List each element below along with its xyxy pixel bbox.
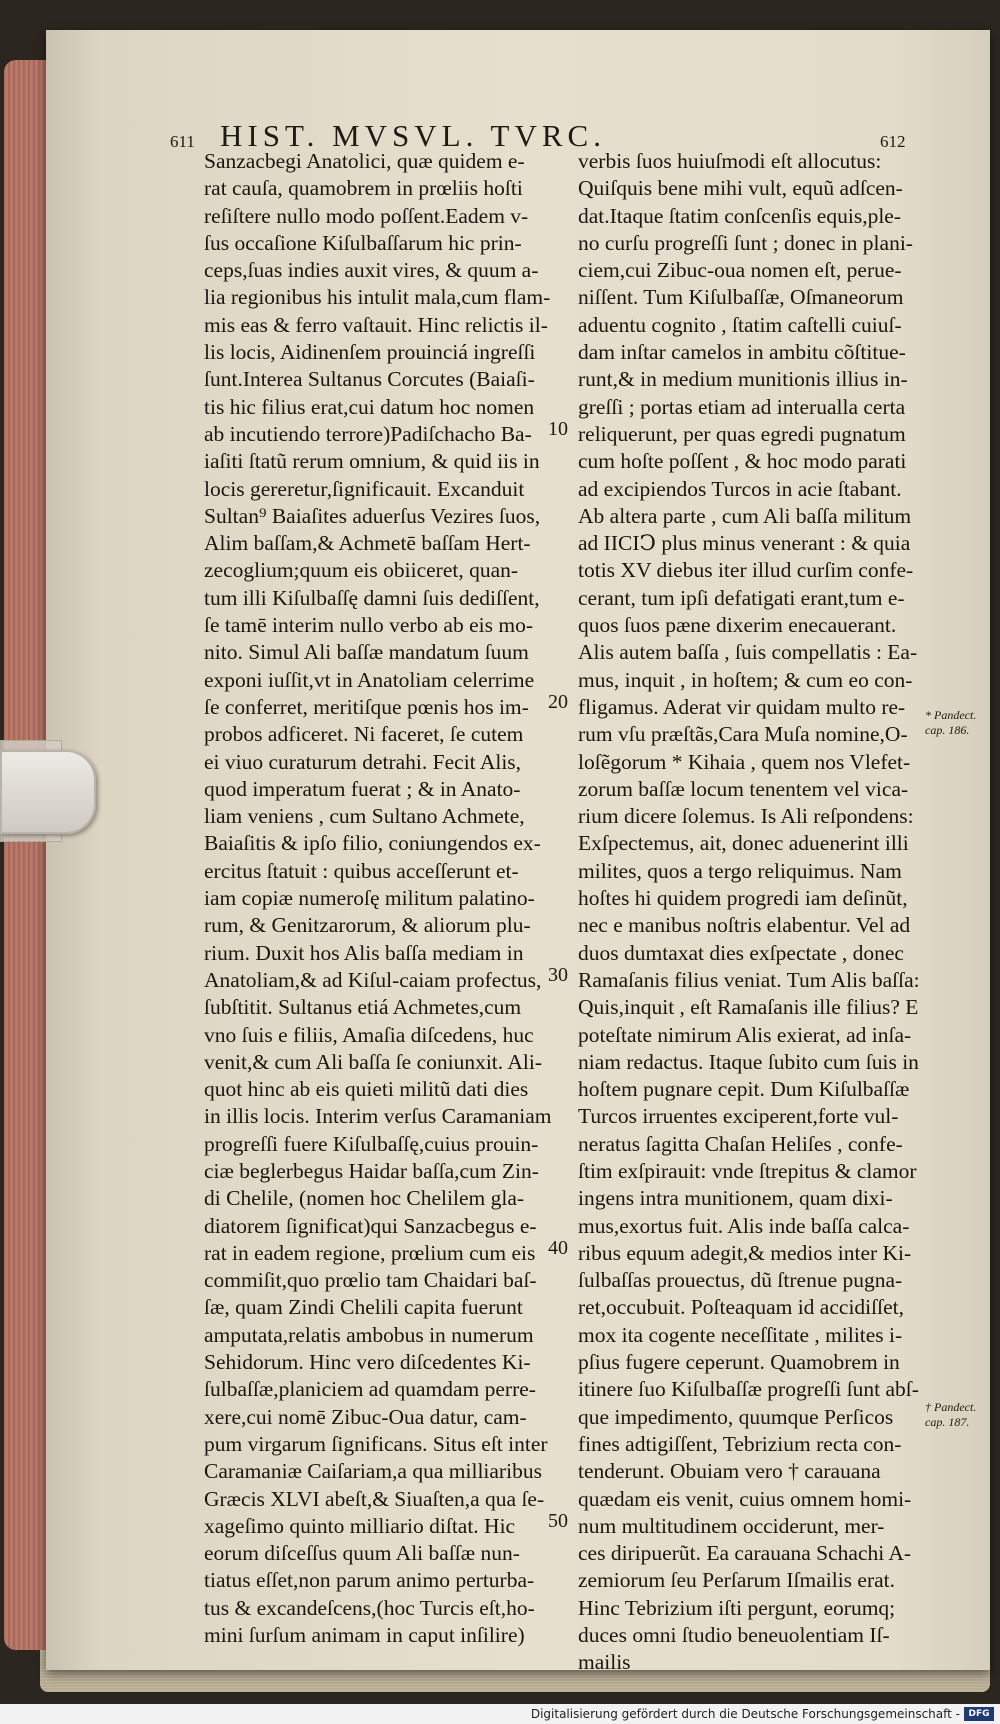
text-line: tis hic filius erat,cui datum hoc nomen <box>204 394 535 419</box>
text-line: Turcos irruentes exciperent,forte vul- <box>578 1104 899 1129</box>
text-line: tiatus eſſet,non parum animo perturba- <box>204 1568 535 1593</box>
text-line: ad IICIↃ plus minus venerant : & quia <box>578 531 911 556</box>
text-line: Alim baſſam,& Achmetē baſſam Hert- <box>204 531 531 556</box>
running-title: HIST. MVSVL. TVRC. <box>220 118 606 153</box>
text-line: ingens intra munitionem, quam dixi- <box>578 1186 893 1211</box>
text-line: duos dumtaxat dies exſpectate , donec <box>578 940 904 965</box>
text-line: nito. Simul Ali baſſæ mandatum ſuum <box>204 640 529 665</box>
text-line: reſiſtere nullo modo poſſent.Eadem v- <box>204 203 529 228</box>
left-column <box>204 148 564 1649</box>
text-line: mus, inquit , in hoſtem; & cum eo con- <box>578 667 913 692</box>
text-line: poteſtate nimirum Alis exierat, ad inſa- <box>578 1022 912 1047</box>
text-line: ſæ, quam Zindi Chelili capita fuerunt <box>204 1295 523 1320</box>
text-line: rum, & Genitzarorum, & aliorum plu- <box>204 913 531 938</box>
text-line: niſſent. Tum Kiſulbaſſæ, Oſmaneorum <box>578 285 904 310</box>
text-line: itinere ſuo Kiſulbaſſæ progreſſi ſunt abſ- <box>578 1377 919 1402</box>
text-line: runt,& in medium munitionis illius in- <box>578 367 908 392</box>
text-line: niam redactus. Itaque ſubito cum ſuis in <box>578 1049 919 1074</box>
text-line: aduentu cognito , ſtatim caſtelli cuiuſ- <box>578 312 902 337</box>
text-line: exponi iuſſit,vt in Anatoliam celerrime <box>204 667 535 692</box>
text-line: mis eas & ferro vaſtauit. Hinc relictis il- <box>204 312 548 337</box>
text-line: cum hoſte poſſent , & hoc modo parati <box>578 449 907 474</box>
text-line: venit,& cum Ali baſſa ſe coniunxit. Ali- <box>204 1049 542 1074</box>
text-line: ei viuo curaturum detrahi. Fecit Alis, <box>204 749 522 774</box>
text-line: Anatoliam,& ad Kiſul-caiam profectus, <box>204 967 542 992</box>
text-line: ſubſtitit. Sultanus etiá Achmetes,cum <box>204 995 522 1020</box>
text-line: quædam eis venit, cuius omnem homi- <box>578 1486 912 1511</box>
text-line: quot hinc ab eis quieti militũ dati dies <box>204 1077 529 1102</box>
text-line: quod imperatum fuerat ; & in Anato- <box>204 776 521 801</box>
text-line: Sehidorum. Hinc vero diſcedentes Ki- <box>204 1350 531 1375</box>
text-line: lis locis, Aidinenſem prouinciá ingreſſi <box>204 340 536 365</box>
text-line: ret,occubuit. Poſteaquam id accidiſſet, <box>578 1295 904 1320</box>
bookmark-ribbon <box>0 750 96 834</box>
text-line: reliquerunt, per quas egredi pugnatum <box>578 421 906 446</box>
text-line: iaſiti ſtatũ rerum omnium, & quid iis in <box>204 449 540 474</box>
text-line: duces omni ſtudio beneuolentiam Iſ- <box>578 1623 890 1648</box>
right-column <box>578 148 918 1677</box>
text-line: Ramaſanis filius veniat. Tum Alis baſſa: <box>578 967 920 992</box>
text-line: pſius fugere ceperunt. Quamobrem in <box>578 1350 900 1375</box>
text-line: ſulbaſſæ,planiciem ad quamdam perre- <box>204 1377 536 1402</box>
text-line: di Chelile, (nomen hoc Chelilem gla- <box>204 1186 525 1211</box>
text-line: zorum baſſæ locum tenentem vel vica- <box>578 776 909 801</box>
text-line: Quiſquis bene mihi vult, equũ adſcen- <box>578 176 903 201</box>
text-line: ercitus ſtatuit : quibus acceſſerunt et- <box>204 858 519 883</box>
text-line: Alis autem baſſa , ſuis compellatis : Ea- <box>578 640 918 665</box>
text-line: rium. Duxit hos Alis baſſa mediam in <box>204 940 524 965</box>
text-line: Exſpectemus, ait, donec aduenerint illi <box>578 831 909 856</box>
text-line: quos ſuos pæne dixerim enecauerant. <box>578 613 897 638</box>
text-line: ſe conferret, meritiſque pœnis hos im- <box>204 694 529 719</box>
text-line: cerant, tum ipſi defatigati erant,tum e- <box>578 585 905 610</box>
folio-right: 612 <box>880 132 906 151</box>
text-line: lia regionibus his intulit mala,cum flam- <box>204 285 551 310</box>
text-line: ceps,ſuas indies auxit vires, & quum a- <box>204 258 539 283</box>
text-line: rat in eadem regione, prœlium cum eis <box>204 1240 536 1265</box>
text-line: Græcis XLVI abeſt,& Siuaſten,a qua ſe- <box>204 1486 545 1511</box>
text-line: fines adtigiſſent, Tebrizium recta con- <box>578 1431 902 1456</box>
text-line: neratus ſagitta Chaſan Heliſes , confe- <box>578 1131 903 1156</box>
text-line: ribus equum adegit,& medios inter Ki- <box>578 1240 912 1265</box>
text-line: probos adficeret. Ni faceret, ſe cutem <box>204 722 524 747</box>
folio-left: 611 <box>170 132 195 151</box>
digitization-footer <box>0 1704 1000 1724</box>
text-line: ciem,cui Zibuc-oua nomen eſt, perue- <box>578 258 902 283</box>
text-line: ces diripuerũt. Ea carauana Schachi A- <box>578 1541 912 1566</box>
text-line: que impedimento, quumque Perſicos <box>578 1404 894 1429</box>
text-line: ſe tamē interim nullo verbo ab eis mo- <box>204 613 533 638</box>
text-line: Ab altera parte , cum Ali baſſa militum <box>578 503 912 528</box>
text-line: amputata,relatis ambobus in numerum <box>204 1322 534 1347</box>
text-line: rum vſu præſtãs,Cara Muſa nomine,O- <box>578 722 908 747</box>
text-line: ſus occaſione Kiſulbaſſarum hic prin- <box>204 230 522 255</box>
text-line: fligamus. Aderat vir quidam multo re- <box>578 694 906 719</box>
text-line: mus,exortus fuit. Alis inde baſſa calca- <box>578 1213 910 1238</box>
text-line: dat.Itaque ſtatim conſcenſis equis,ple- <box>578 203 901 228</box>
text-line: vno ſuis e filiis, Amaſia diſcedens, huc <box>204 1022 534 1047</box>
text-line: mailis <box>578 1650 631 1675</box>
dfg-logo: DFG <box>964 1707 994 1721</box>
text-line: hoſtem pugnare cepit. Dum Kiſulbaſſæ <box>578 1077 910 1102</box>
line-number-40: 40 <box>548 1237 568 1259</box>
text-line: commiſit,quo prœlio tam Chaidari baſ- <box>204 1268 537 1293</box>
text-line: iam copiæ numeroſę militum palatino- <box>204 886 535 911</box>
margin-note-1: * Pandect. cap. 186. <box>925 708 977 737</box>
text-line: no curſu progreſſi ſunt ; donec in plani- <box>578 230 913 255</box>
text-line: progreſſi fuere Kiſulbaſſę,cuius prouin- <box>204 1131 539 1156</box>
text-line: liam veniens , cum Sultano Achmete, <box>204 804 525 829</box>
text-line: zemiorum ſeu Perſarum Iſmailis erat. <box>578 1568 896 1593</box>
text-line: greſſi ; portas etiam ad interualla certa <box>578 394 906 419</box>
line-number-20: 20 <box>548 691 568 713</box>
text-line: diatorem ſignificat)qui Sanzacbegus e- <box>204 1213 537 1238</box>
text-line: verbis ſuos huiuſmodi eſt allocutus: <box>578 149 882 173</box>
text-line: eorum diſceſſus quum Ali baſſæ nun- <box>204 1541 520 1566</box>
text-line: totis XV diebus iter illud curſim confe- <box>578 558 914 583</box>
text-line: loſẽgorum * Kihaia , quem nos Vlefet- <box>578 749 911 774</box>
text-line: ab incutiendo terrore)Padiſchacho Ba- <box>204 421 532 446</box>
text-line: ad excipiendos Turcos in acie ſtabant. <box>578 476 902 501</box>
text-line: tum illi Kiſulbaſſę damni ſuis dediſſent, <box>204 585 540 610</box>
line-number-30: 30 <box>548 964 568 986</box>
text-line: in illis locis. Interim verſus Caramaniam <box>204 1104 552 1129</box>
footer-text: Digitalisierung gefördert durch die Deutsche Forschungsgemeinschaft - <box>530 1707 960 1721</box>
text-line: ſunt.Interea Sultanus Corcutes (Baiaſi- <box>204 367 535 392</box>
text-line: tenderunt. Obuiam vero † carauana <box>578 1459 881 1484</box>
text-line: rat cauſa, quamobrem in prœliis hoſti <box>204 176 523 201</box>
text-line: pum virgarum ſignificans. Situs eſt inter <box>204 1431 548 1456</box>
text-line: ſulbaſſas prouectus, dũ ſtrenue pugna- <box>578 1268 903 1293</box>
text-line: mini ſurſum animam in caput inſilire) <box>204 1623 525 1648</box>
line-number-10: 10 <box>548 418 568 440</box>
text-line: Baiaſitis & ipſo filio, coniungendos ex- <box>204 831 541 856</box>
text-line: num multitudinem occiderunt, mer- <box>578 1513 885 1538</box>
text-line: Caramaniæ Caiſariam,a qua milliaribus <box>204 1459 542 1484</box>
text-line: nec e manibus noſtris elabentur. Vel ad <box>578 913 911 938</box>
text-line: mox ita cogente neceſſitate , milites i- <box>578 1322 903 1347</box>
text-line: milites, quos a tergo reliquimus. Nam <box>578 858 902 883</box>
text-line: rium dicere ſolemus. Is Ali reſpondens: <box>578 804 914 829</box>
text-line: ciæ beglerbegus Haidar baſſa,cum Zin- <box>204 1158 539 1183</box>
margin-note-2: † Pandect. cap. 187. <box>925 1400 977 1429</box>
text-line: ſtim exſpirauit: vnde ſtrepitus & clamor <box>578 1158 917 1183</box>
text-line: locis gereretur,ſignificauit. Excanduit <box>204 476 525 501</box>
text-line: Quis,inquit , eſt Ramaſanis ille filius? E <box>578 995 919 1020</box>
text-line: xere,cui nomē Zibuc-Oua datur, cam- <box>204 1404 527 1429</box>
text-line: dam inſtar camelos in ambitu cõſtitue- <box>578 340 906 365</box>
line-number-50: 50 <box>548 1510 568 1532</box>
text-line: tus & excandeſcens,(hoc Turcis eſt,ho- <box>204 1595 535 1620</box>
text-line: xageſimo quinto milliario diſtat. Hic <box>204 1513 516 1538</box>
text-line: Sanzacbegi Anatolici, quæ quidem e- <box>204 149 525 173</box>
page-edge <box>4 60 50 1650</box>
text-line: hoſtes hi quidem progredi iam deſinũt, <box>578 886 908 911</box>
text-line: Hinc Tebrizium iſti pergunt, eorumq; <box>578 1595 896 1620</box>
text-line: Sultan⁹ Baiaſites aduerſus Vezires ſuos, <box>204 503 541 528</box>
text-line: zecoglium;quum eis obiiceret, quan- <box>204 558 519 583</box>
